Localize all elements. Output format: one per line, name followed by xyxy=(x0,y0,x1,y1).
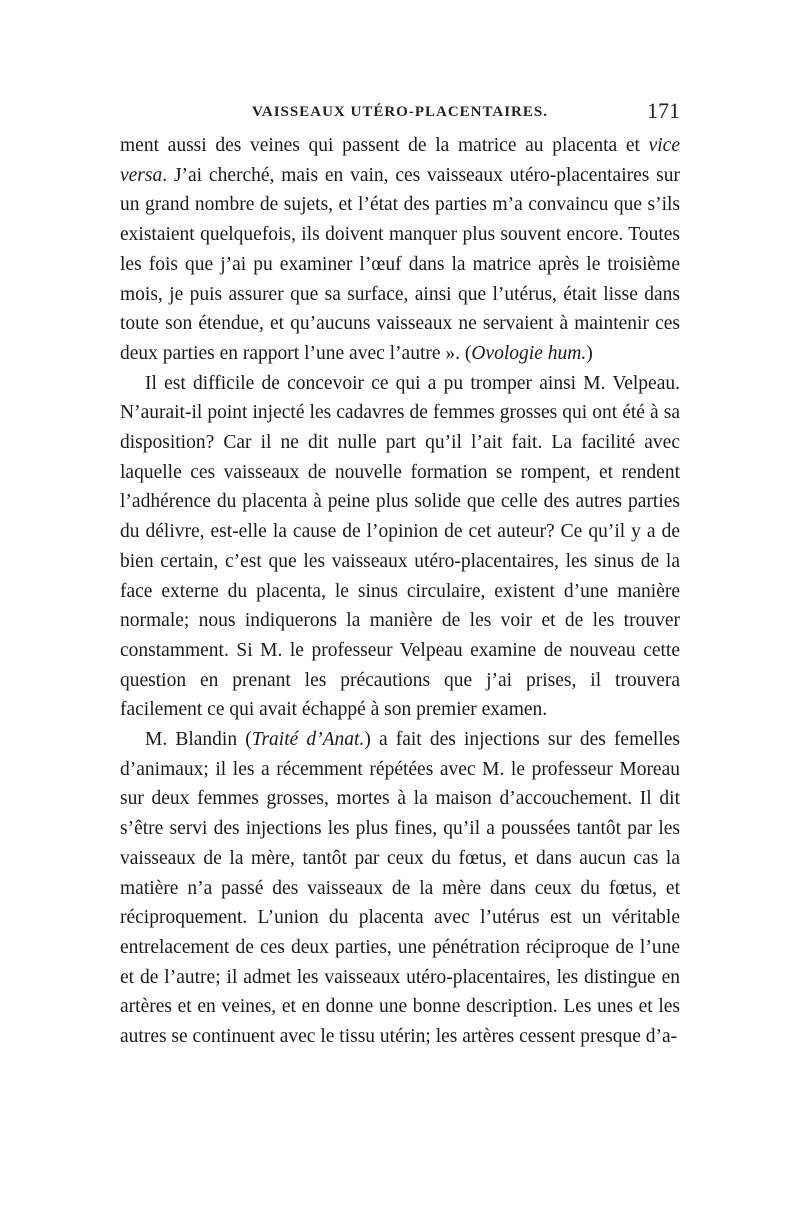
text-run: ) xyxy=(586,342,593,364)
paragraph-3 xyxy=(120,725,680,1052)
paragraph-2 xyxy=(120,369,680,725)
body-text xyxy=(120,131,680,1052)
page-header xyxy=(120,98,680,126)
page-number: 171 xyxy=(647,98,680,123)
text-run: Il est difficile de concevoir ce qui a pu tromper ainsi M. Velpeau. N’aurait-il point injecté les cadavres de femmes grosses qui ont été à sa disposition? Car il ne dit nulle part qu’il l’ait fait. La facilité avec laquelle ces vaisseaux de nouvelle formation se rompent, et rendent l’adhérence du placenta à peine plus solide que celle des autres parties du délivre, est-elle la cause de l’opinion de cet auteur? Ce qu’il y a de bien certain, c’est que les vaisseaux utéro-placentaires, les sinus de la face externe du placenta, le sinus circulaire, existent d’une manière normale; nous indiquerons la manière de les voir et de les trouver constamment. Si M. le professeur Velpeau examine de nouveau cette question en prenant les précautions que j’ai prises, il trouvera facilement ce qui avait échappé à son premier examen. xyxy=(120,372,680,721)
text-run: . J’ai cherché, mais en vain, ces vaisseaux utéro-placentaires sur un grand nombre de sujets, et l’état des parties m’a convaincu que s’ils existaient quelquefois, ils doivent manquer plus souvent encore. Toutes les fois que j’ai pu examiner l’œuf dans la matrice après le troisième mois, je puis assurer que sa surface, ainsi que l’utérus, était lisse dans toute son étendue, et qu’aucuns vaisseaux ne servaient à maintenir ces deux parties en rapport l’une avec l’autre ». ( xyxy=(120,164,680,364)
running-title: VAISSEAUX UTÉRO-PLACENTAIRES. xyxy=(251,104,548,120)
text-run: ment aussi des veines qui passent de la matrice au placenta et xyxy=(120,135,649,156)
italic-citation-ovologie: Ovologie hum. xyxy=(471,342,587,364)
text-run: ) a fait des injections sur des femelles d’animaux; il les a récemment répétées avec M. le professeur Moreau sur deux femmes grosses, mortes à la maison d’accouchement. Il dit s’être servi des injections les plus fines, qu’il a poussées tantôt par les vaisseaux de la mère, tantôt par ceux du fœtus, et dans aucun cas la matière n’a passé des vaisseaux de la mère dans ceux du fœtus, et réciproquement. L’union du placenta avec l’utérus est un véritable entrelacement de ces deux parties, une pénétration réciproque de l’une et de l’autre; il admet les vaisseaux utéro-placentaires, les distingue en artères et en veines, et en donne une bonne description. Les unes et les autres se continuent avec le tissu utérin; les artères cessent presque d’a- xyxy=(120,729,680,1048)
paragraph-1 xyxy=(120,131,680,369)
italic-phrase-vice-versa: vice versa xyxy=(120,135,680,186)
italic-citation-traite: Traité d’Anat. xyxy=(251,729,365,751)
text-run: M. Blandin ( xyxy=(145,729,252,751)
